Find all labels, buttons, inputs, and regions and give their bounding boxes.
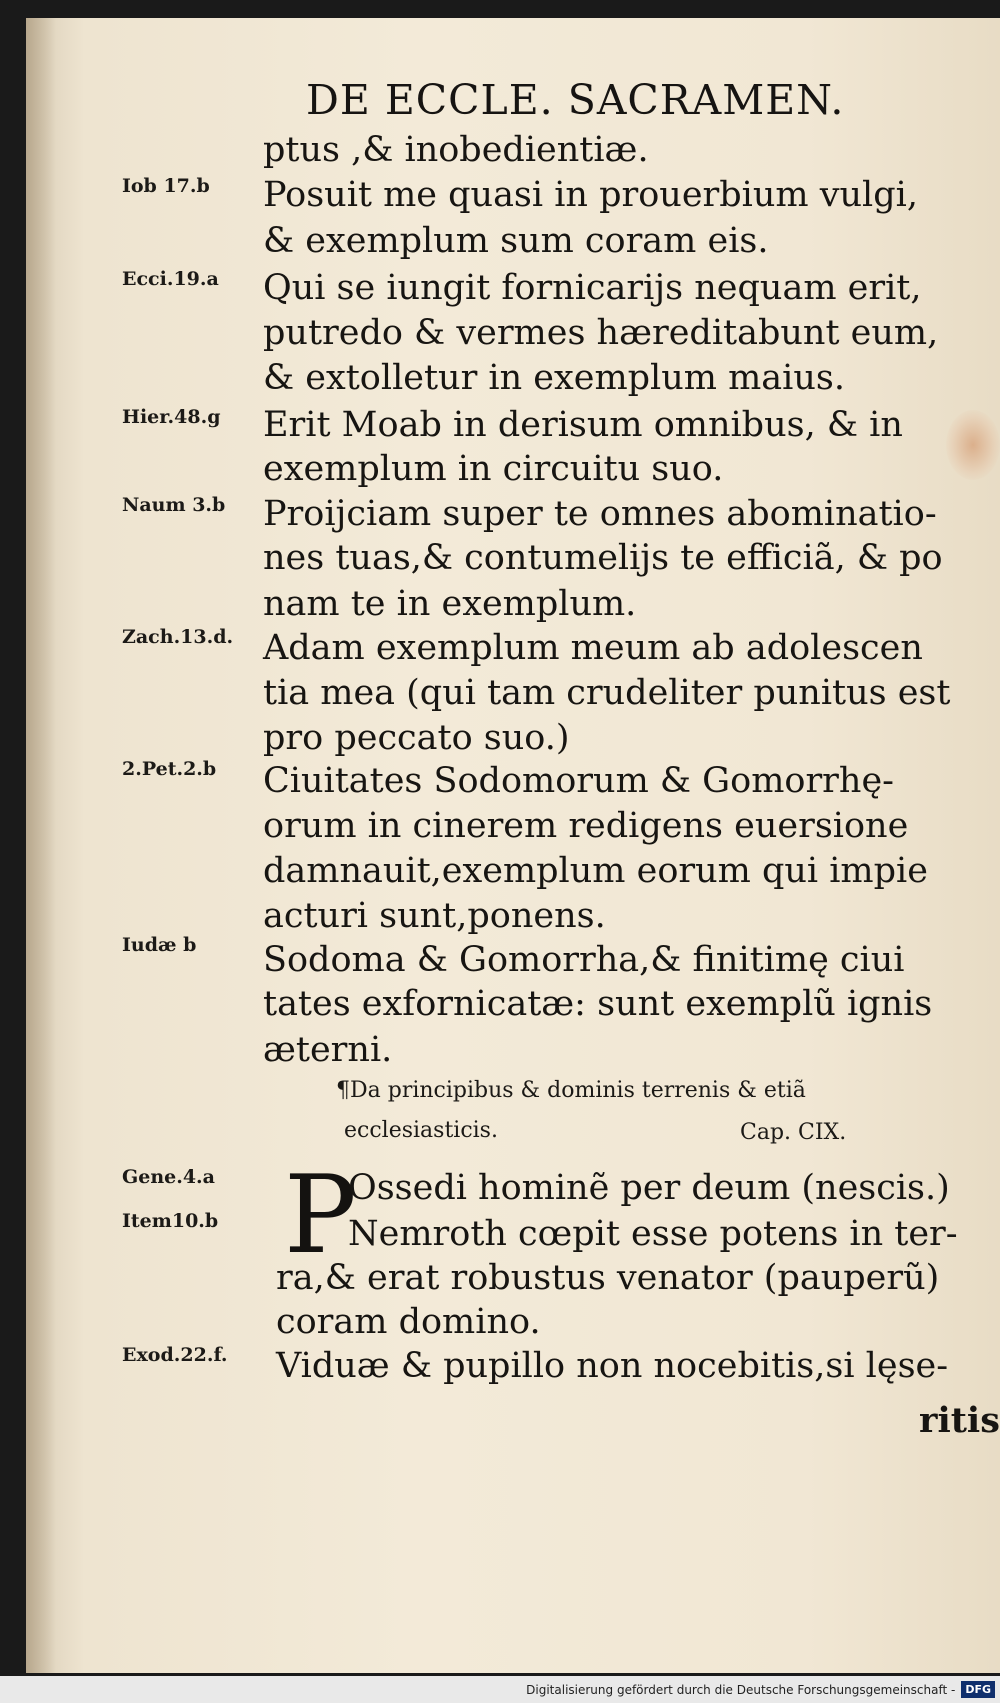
margin-reference: Zach.13.d. — [122, 626, 234, 648]
text-line: Viduæ & pupillo non nocebitis,si lęse- — [276, 1346, 949, 1386]
margin-reference: Item10.b — [122, 1210, 219, 1232]
margin-reference: 2.Pet.2.b — [122, 758, 217, 780]
text-line: Erit Moab in derisum omnibus, & in — [263, 405, 903, 445]
text-line: coram domino. — [276, 1302, 541, 1342]
chapter-rubric: ecclesiasticis. — [344, 1118, 498, 1143]
text-line: Qui se iungit fornicarijs nequam erit, — [263, 268, 922, 308]
text-line: Sodoma & Gomorrha,& finitimę ciui — [263, 940, 905, 980]
text-line: acturi sunt,ponens. — [263, 896, 606, 936]
text-line: ra,& erat robustus venator (pauperũ) — [276, 1258, 940, 1298]
margin-reference: Iob 17.b — [122, 175, 210, 197]
footer-credit: Digitalisierung gefördert durch die Deutsche Forschungsgemeinschaft - — [526, 1682, 956, 1697]
chapter-number: Cap. CIX. — [740, 1120, 847, 1145]
text-line: putredo & vermes hæreditabunt eum, — [263, 313, 939, 353]
text-line: Posuit me quasi in prouerbium vulgi, — [263, 175, 918, 215]
text-line: Nemroth cœpit esse potens in ter- — [348, 1214, 958, 1254]
margin-reference: Gene.4.a — [122, 1166, 215, 1188]
text-line: æterni. — [263, 1030, 393, 1070]
margin-reference: Exod.22.f. — [122, 1344, 228, 1366]
margin-reference: Naum 3.b — [122, 494, 226, 516]
text-line: Adam exemplum meum ab adolescen — [263, 628, 923, 668]
text-line: ptus ,& inobedientiæ. — [263, 130, 649, 170]
margin-reference: Hier.48.g — [122, 406, 221, 428]
text-line: & exemplum sum coram eis. — [263, 221, 769, 261]
book-page — [26, 18, 1000, 1673]
running-header: DE ECCLE. SACRAMEN. — [306, 76, 845, 124]
paper-stain — [946, 410, 1000, 480]
dfg-logo: DFG — [961, 1681, 995, 1698]
margin-reference: Iudæ b — [122, 934, 197, 956]
text-line: pro peccato suo.) — [263, 718, 570, 758]
catchword: ritis — [919, 1400, 1000, 1441]
text-line: nam te in exemplum. — [263, 584, 637, 624]
drop-capital: P — [284, 1153, 357, 1278]
text-line: Proijciam super te omnes abominatio- — [263, 494, 937, 534]
text-line: tates exfornicatæ: sunt exemplũ ignis — [263, 984, 933, 1024]
text-line: tia mea (qui tam crudeliter punitus est — [263, 673, 951, 713]
text-line: & extolletur in exemplum maius. — [263, 358, 845, 398]
text-line: nes tuas,& contumelijs te efficiã, & po — [263, 538, 943, 578]
chapter-rubric: ¶Da principibus & dominis terrenis & etiã — [336, 1078, 806, 1103]
text-line: damnauit,exemplum eorum qui impie — [263, 851, 928, 891]
text-line: orum in cinerem redigens euersione — [263, 806, 909, 846]
digitization-footer — [0, 1676, 1000, 1703]
page-spine-shadow — [26, 18, 56, 1673]
text-line: Ciuitates Sodomorum & Gomorrhę- — [263, 761, 894, 801]
text-line: exemplum in circuitu suo. — [263, 449, 724, 489]
text-line: Ossedi hominẽ per deum (nescis.) — [348, 1168, 950, 1208]
margin-reference: Ecci.19.a — [122, 268, 219, 290]
